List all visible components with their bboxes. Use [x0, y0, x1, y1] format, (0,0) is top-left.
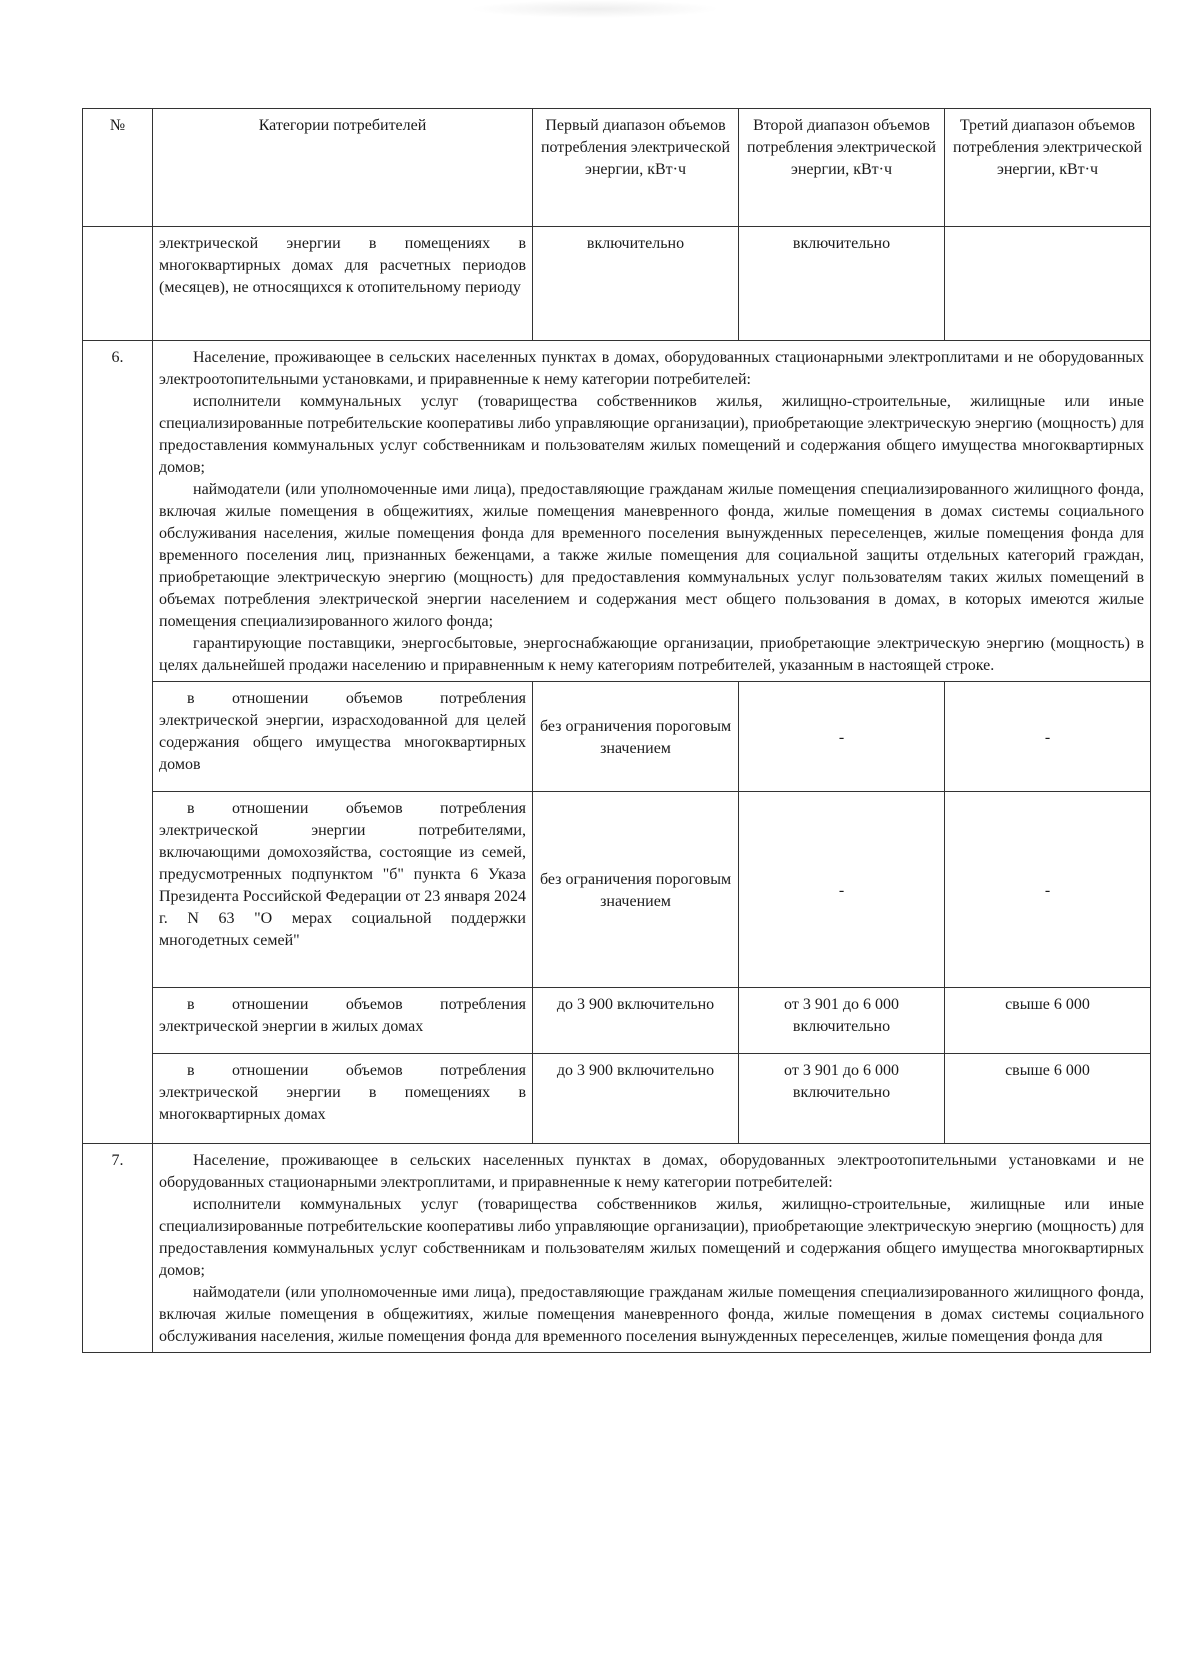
row-text: в отношении объемов потребления электрической энергии, израсходованной для целей содержания общего имущества многоквартирных домов	[153, 682, 533, 792]
row-text: в отношении объемов потребления электрической энергии в жилых домах	[153, 988, 533, 1054]
row-range2: от 3 901 до 6 000 включительно	[739, 1054, 945, 1144]
table-row	[83, 1054, 1151, 1144]
continued-row	[83, 227, 1151, 341]
section6-paragraph: исполнители коммунальных услуг (товарищества собственников жилья, жилищно-строительные, жилищные или иные специализированные потребительские кооперативы либо управляющие организации), приобретающие электрическую энергию (мощность) для предоставления коммунальных услуг собственникам и пользователям жилых помещений и содержания общего имущества многоквартирных домов;	[159, 393, 1144, 476]
section6-description-row	[83, 341, 1151, 682]
section6-paragraph: Население, проживающее в сельских населенных пунктах в домах, оборудованных стационарными электроплитами и не оборудованных электроотопительными установками, и приравненные к нему категории потребителей:	[159, 349, 1144, 388]
row-range3: свыше 6 000	[945, 1054, 1151, 1144]
section7-num: 7.	[83, 1144, 153, 1353]
header-range2: Второй диапазон объемов потребления электрической энергии, кВт·ч	[739, 109, 945, 227]
continued-range3	[945, 227, 1151, 341]
row-range2: от 3 901 до 6 000 включительно	[739, 988, 945, 1054]
continued-range1: включительно	[533, 227, 739, 341]
table-row	[83, 988, 1151, 1054]
row-range1: до 3 900 включительно	[533, 988, 739, 1054]
continued-range2: включительно	[739, 227, 945, 341]
continued-text: электрической энергии в помещениях в многоквартирных домах для расчетных периодов (месяцев), не относящихся к отопительному периоду	[153, 227, 533, 341]
row-range3: -	[945, 792, 1151, 988]
row-range2: -	[739, 792, 945, 988]
header-range3: Третий диапазон объемов потребления электрической энергии, кВт·ч	[945, 109, 1151, 227]
section7-description-row	[83, 1144, 1151, 1353]
section6-num: 6.	[83, 341, 153, 1144]
row-text: в отношении объемов потребления электрической энергии в помещениях в многоквартирных домах	[153, 1054, 533, 1144]
scan-artifact	[470, 0, 720, 18]
header-range1: Первый диапазон объемов потребления электрической энергии, кВт·ч	[533, 109, 739, 227]
row-range3: -	[945, 682, 1151, 792]
row-text: в отношении объемов потребления электрической энергии потребителями, включающими домохозяйства, состоящие из семей, предусмотренных подпунктом "б" пункта 6 Указа Президента Российской Федерации от 23 января 2024 г. N 63 "О мерах социальной поддержки многодетных семей"	[153, 792, 533, 988]
row-range3: свыше 6 000	[945, 988, 1151, 1054]
row-range2: -	[739, 682, 945, 792]
section6-paragraph: наймодатели (или уполномоченные ими лица), предоставляющие гражданам жилые помещения специализированного жилищного фонда, включая жилые помещения в общежитиях, жилые помещения маневренного фонда, жилые помещения в домах системы социального обслуживания населения, жилые помещения фонда для временного поселения вынужденных переселенцев, жилые помещения фонда для временного поселения лиц, признанных беженцами, а также жилые помещения для социальной защиты отдельных категорий граждан, приобретающие электрическую энергию (мощность) для предоставления коммунальных услуг пользователям таких жилых помещений в объемах потребления электрической энергии населением и содержания мест общего пользования в домах, в которых имеются жилые помещения специализированного жилого фонда;	[159, 481, 1144, 630]
header-category: Категории потребителей	[153, 109, 533, 227]
table-row	[83, 682, 1151, 792]
row-range1: до 3 900 включительно	[533, 1054, 739, 1144]
tariff-table	[82, 108, 1151, 1353]
header-num: №	[83, 109, 153, 227]
table-header-row	[83, 109, 1151, 227]
section7-description	[153, 1144, 1151, 1353]
continued-num	[83, 227, 153, 341]
row-range1: без ограничения пороговым значением	[533, 682, 739, 792]
section7-paragraph: Население, проживающее в сельских населенных пунктах в домах, оборудованных электроотопительными установками и не оборудованных стационарными электроплитами, и приравненные к нему категории потребителей:	[159, 1152, 1144, 1191]
row-range1: без ограничения пороговым значением	[533, 792, 739, 988]
table-row	[83, 792, 1151, 988]
section6-paragraph: гарантирующие поставщики, энергосбытовые, энергоснабжающие организации, приобретающие электрическую энергию (мощность) в целях дальнейшей продажи населению и приравненным к нему категориям потребителей, указанным в настоящей строке.	[159, 635, 1144, 674]
section7-paragraph: наймодатели (или уполномоченные ими лица), предоставляющие гражданам жилые помещения специализированного жилищного фонда, включая жилые помещения в общежитиях, жилые помещения маневренного фонда, жилые помещения в домах системы социального обслуживания населения, жилые помещения фонда для временного поселения вынужденных переселенцев, жилые помещения фонда для	[159, 1284, 1144, 1345]
section7-paragraph: исполнители коммунальных услуг (товарищества собственников жилья, жилищно-строительные, жилищные или иные специализированные потребительские кооперативы либо управляющие организации), приобретающие электрическую энергию (мощность) для предоставления коммунальных услуг собственникам и пользователям жилых помещений и содержания общего имущества многоквартирных домов;	[159, 1196, 1144, 1279]
section6-description	[153, 341, 1151, 682]
